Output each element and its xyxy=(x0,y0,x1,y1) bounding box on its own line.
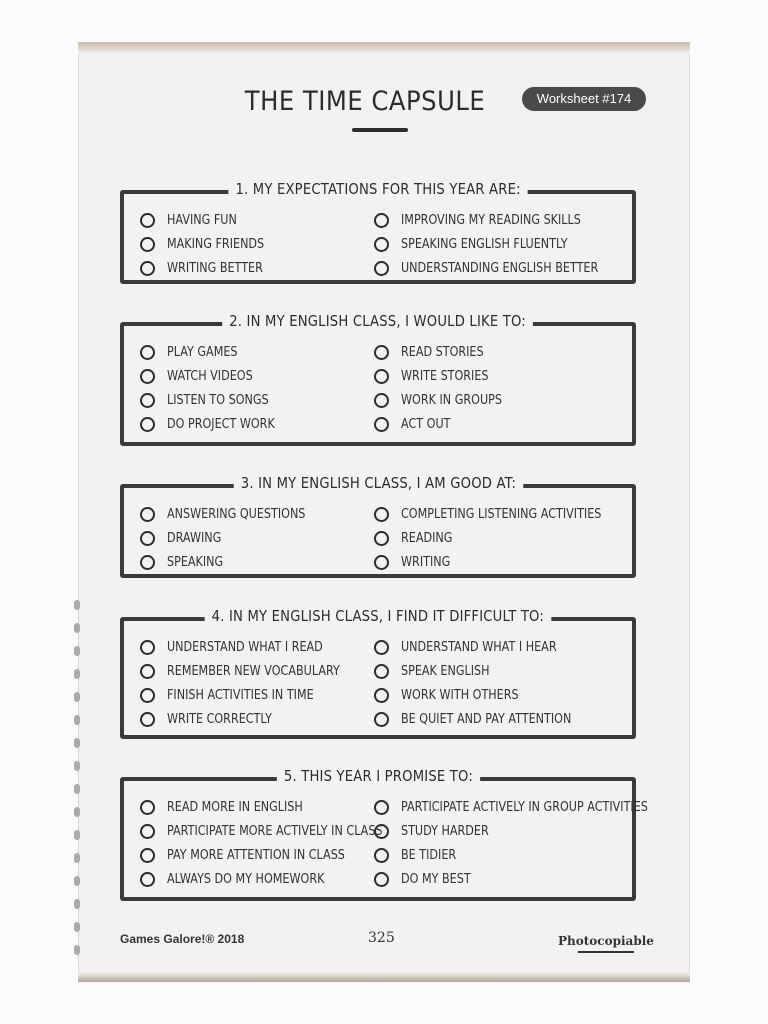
section-box-4 xyxy=(120,607,636,739)
binding-ring xyxy=(74,807,80,817)
options-column-left xyxy=(140,208,280,280)
binding-ring xyxy=(74,669,80,679)
circle-checkbox-icon[interactable] xyxy=(140,712,155,727)
binding-ring xyxy=(74,715,80,725)
checkbox-option[interactable] xyxy=(140,256,280,280)
options-column-right xyxy=(374,795,688,891)
binding-ring xyxy=(74,945,80,955)
option-label: UNDERSTAND WHAT I READ xyxy=(167,639,323,655)
circle-checkbox-icon[interactable] xyxy=(374,872,389,887)
option-label: SPEAKING xyxy=(167,554,224,570)
checkbox-option[interactable] xyxy=(140,412,292,436)
checkbox-option[interactable] xyxy=(374,502,634,526)
binding-ring xyxy=(74,738,80,748)
checkbox-option[interactable] xyxy=(374,526,634,550)
circle-checkbox-icon[interactable] xyxy=(140,872,155,887)
binding-ring xyxy=(74,600,80,610)
checkbox-option[interactable] xyxy=(374,819,688,843)
checkbox-option[interactable] xyxy=(140,659,368,683)
worksheet-title: THE TIME CAPSULE xyxy=(244,86,486,117)
option-label: WORK WITH OTHERS xyxy=(401,687,519,703)
circle-checkbox-icon[interactable] xyxy=(374,237,389,252)
options-column-right xyxy=(374,502,634,574)
option-label: WRITE CORRECTLY xyxy=(167,711,272,727)
worksheet-number-badge: Worksheet #174 xyxy=(522,87,646,111)
circle-checkbox-icon[interactable] xyxy=(374,345,389,360)
circle-checkbox-icon[interactable] xyxy=(374,824,389,839)
option-label: PARTICIPATE MORE ACTIVELY IN CLASS xyxy=(167,823,383,839)
section-heading: 3. IN MY ENGLISH CLASS, I AM GOOD AT: xyxy=(233,474,522,492)
circle-checkbox-icon[interactable] xyxy=(140,417,155,432)
circle-checkbox-icon[interactable] xyxy=(374,640,389,655)
checkbox-option[interactable] xyxy=(374,388,518,412)
option-label: REMEMBER NEW VOCABULARY xyxy=(167,663,340,679)
checkbox-option[interactable] xyxy=(374,843,688,867)
title-underline xyxy=(352,128,408,132)
circle-checkbox-icon[interactable] xyxy=(140,824,155,839)
footer-photocopiable: Photocopiable xyxy=(558,934,654,948)
section-heading: 4. IN MY ENGLISH CLASS, I FIND IT DIFFICULT TO: xyxy=(205,607,551,625)
circle-checkbox-icon[interactable] xyxy=(140,640,155,655)
footer-page-number: 325 xyxy=(368,930,395,946)
section-title-wrap xyxy=(124,312,632,331)
option-label: FINISH ACTIVITIES IN TIME xyxy=(167,687,314,703)
checkbox-option[interactable] xyxy=(374,232,630,256)
checkbox-option[interactable] xyxy=(140,364,292,388)
checkbox-option[interactable] xyxy=(374,659,599,683)
binding-ring xyxy=(74,646,80,656)
checkbox-option[interactable] xyxy=(374,795,688,819)
circle-checkbox-icon[interactable] xyxy=(374,800,389,815)
section-box-5 xyxy=(120,767,648,901)
section-title-wrap xyxy=(124,474,632,493)
circle-checkbox-icon[interactable] xyxy=(374,261,389,276)
footer-underline xyxy=(578,951,634,953)
binding-ring xyxy=(74,692,80,702)
checkbox-option[interactable] xyxy=(374,208,630,232)
section-box-2 xyxy=(120,312,636,446)
checkbox-option[interactable] xyxy=(140,550,328,574)
option-label: PLAY GAMES xyxy=(167,344,238,360)
checkbox-option[interactable] xyxy=(140,388,292,412)
binding-ring xyxy=(74,853,80,863)
option-label: PARTICIPATE ACTIVELY IN GROUP ACTIVITIES xyxy=(401,799,648,815)
circle-checkbox-icon[interactable] xyxy=(374,213,389,228)
circle-checkbox-icon[interactable] xyxy=(374,531,389,546)
section-title-wrap xyxy=(124,180,632,199)
circle-checkbox-icon[interactable] xyxy=(374,664,389,679)
circle-checkbox-icon[interactable] xyxy=(140,393,155,408)
option-label: DO MY BEST xyxy=(401,871,471,887)
checkbox-option[interactable] xyxy=(140,340,292,364)
page-bottom-shadow xyxy=(78,972,690,982)
circle-checkbox-icon[interactable] xyxy=(374,393,389,408)
binding-ring xyxy=(74,876,80,886)
option-label: BE QUIET AND PAY ATTENTION xyxy=(401,711,572,727)
option-label: IMPROVING MY READING SKILLS xyxy=(401,212,581,228)
binding-ring xyxy=(74,761,80,771)
circle-checkbox-icon[interactable] xyxy=(374,417,389,432)
checkbox-option[interactable] xyxy=(374,707,599,731)
checkbox-option[interactable] xyxy=(374,867,688,891)
section-box-1 xyxy=(120,180,636,284)
circle-checkbox-icon[interactable] xyxy=(140,688,155,703)
section-title-wrap xyxy=(124,767,632,786)
option-label: PAY MORE ATTENTION IN CLASS xyxy=(167,847,345,863)
binding-ring xyxy=(74,830,80,840)
options-column-left xyxy=(140,635,368,731)
option-label: SPEAKING ENGLISH FLUENTLY xyxy=(401,236,568,252)
checkbox-option[interactable] xyxy=(140,526,328,550)
circle-checkbox-icon[interactable] xyxy=(374,712,389,727)
option-label: READ MORE IN ENGLISH xyxy=(167,799,303,815)
checkbox-option[interactable] xyxy=(140,707,368,731)
circle-checkbox-icon[interactable] xyxy=(140,237,155,252)
option-label: HAVING FUN xyxy=(167,212,237,228)
circle-checkbox-icon[interactable] xyxy=(374,369,389,384)
option-label: WRITING BETTER xyxy=(167,260,263,276)
option-label: WRITING xyxy=(401,554,451,570)
option-label: LISTEN TO SONGS xyxy=(167,392,269,408)
circle-checkbox-icon[interactable] xyxy=(140,261,155,276)
checkbox-option[interactable] xyxy=(140,502,328,526)
binding-ring xyxy=(74,623,80,633)
checkbox-option[interactable] xyxy=(374,364,518,388)
circle-checkbox-icon[interactable] xyxy=(374,555,389,570)
option-label: ACT OUT xyxy=(401,416,451,432)
binding-ring xyxy=(74,899,80,909)
option-label: WRITE STORIES xyxy=(401,368,489,384)
circle-checkbox-icon[interactable] xyxy=(374,688,389,703)
options-column-right xyxy=(374,635,599,731)
option-label: DO PROJECT WORK xyxy=(167,416,275,432)
options-column-left xyxy=(140,502,328,574)
option-label: BE TIDIER xyxy=(401,847,457,863)
section-heading: 2. IN MY ENGLISH CLASS, I WOULD LIKE TO: xyxy=(223,312,534,330)
circle-checkbox-icon[interactable] xyxy=(140,345,155,360)
option-label: WATCH VIDEOS xyxy=(167,368,253,384)
checkbox-option[interactable] xyxy=(140,635,368,659)
option-label: WORK IN GROUPS xyxy=(401,392,502,408)
circle-checkbox-icon[interactable] xyxy=(140,555,155,570)
spiral-binding xyxy=(72,600,86,980)
option-label: UNDERSTANDING ENGLISH BETTER xyxy=(401,260,599,276)
section-heading: 5. THIS YEAR I PROMISE TO: xyxy=(276,767,479,785)
options-column-left xyxy=(140,340,292,436)
checkbox-option[interactable] xyxy=(374,683,599,707)
option-label: COMPLETING LISTENING ACTIVITIES xyxy=(401,506,602,522)
option-label: STUDY HARDER xyxy=(401,823,489,839)
option-label: MAKING FRIENDS xyxy=(167,236,265,252)
option-label: DRAWING xyxy=(167,530,222,546)
checkbox-option[interactable] xyxy=(374,550,634,574)
page-top-shadow xyxy=(78,42,690,54)
option-label: ANSWERING QUESTIONS xyxy=(167,506,306,522)
circle-checkbox-icon[interactable] xyxy=(374,848,389,863)
circle-checkbox-icon[interactable] xyxy=(374,507,389,522)
footer-publisher: Games Galore!® 2018 xyxy=(120,932,245,946)
section-heading: 1. MY EXPECTATIONS FOR THIS YEAR ARE: xyxy=(228,180,527,198)
option-label: SPEAK ENGLISH xyxy=(401,663,490,679)
options-column-right xyxy=(374,208,630,280)
checkbox-option[interactable] xyxy=(374,340,518,364)
option-label: ALWAYS DO MY HOMEWORK xyxy=(167,871,325,887)
circle-checkbox-icon[interactable] xyxy=(140,664,155,679)
binding-ring xyxy=(74,784,80,794)
section-title-wrap xyxy=(124,607,632,626)
option-label: UNDERSTAND WHAT I HEAR xyxy=(401,639,557,655)
option-label: READ STORIES xyxy=(401,344,484,360)
checkbox-option[interactable] xyxy=(140,208,280,232)
circle-checkbox-icon[interactable] xyxy=(140,369,155,384)
section-box-3 xyxy=(120,474,636,578)
checkbox-option[interactable] xyxy=(140,683,368,707)
circle-checkbox-icon[interactable] xyxy=(140,800,155,815)
circle-checkbox-icon[interactable] xyxy=(140,507,155,522)
binding-ring xyxy=(74,922,80,932)
checkbox-option[interactable] xyxy=(140,232,280,256)
checkbox-option[interactable] xyxy=(374,412,518,436)
checkbox-option[interactable] xyxy=(374,635,599,659)
circle-checkbox-icon[interactable] xyxy=(140,848,155,863)
circle-checkbox-icon[interactable] xyxy=(140,531,155,546)
option-label: READING xyxy=(401,530,453,546)
circle-checkbox-icon[interactable] xyxy=(140,213,155,228)
checkbox-option[interactable] xyxy=(374,256,630,280)
options-column-right xyxy=(374,340,518,436)
